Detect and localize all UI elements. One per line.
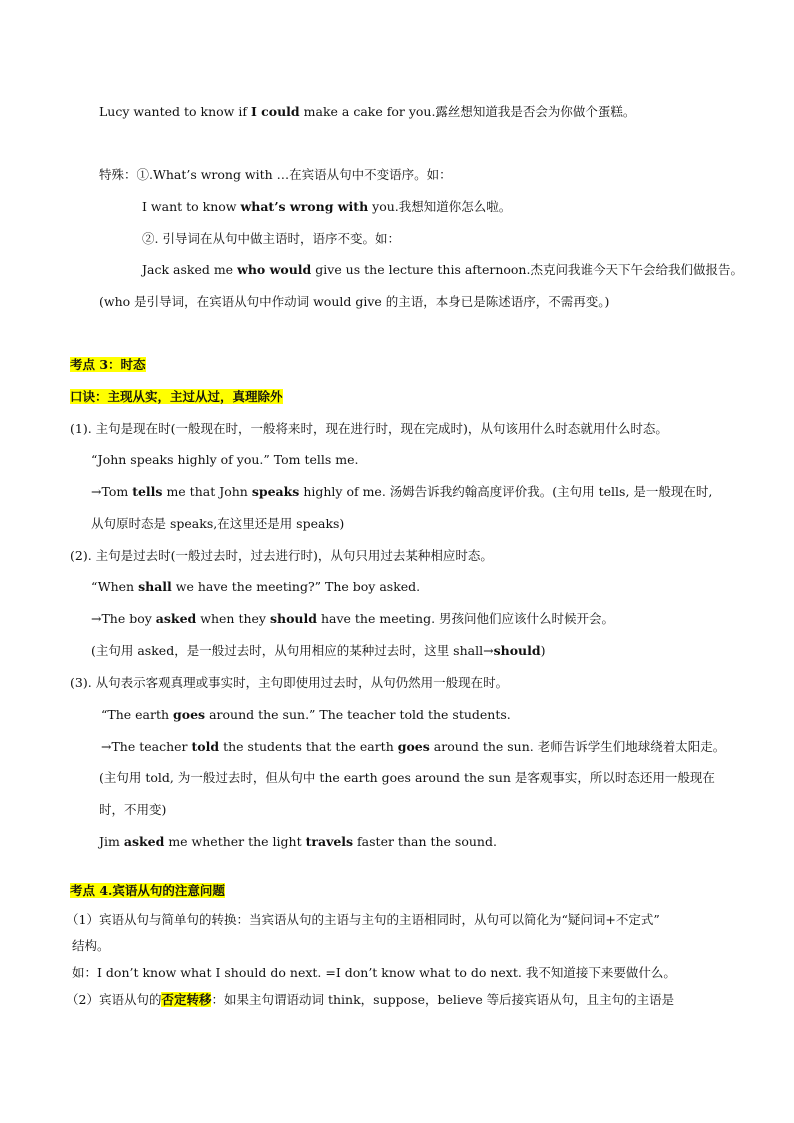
rule-3-example: “The earth goes around the sun.” The teacher told the students. [101, 707, 511, 722]
rule-3-note-cont: 时，不用变) [99, 802, 167, 817]
rule-3: (3). 从句表示客观真理或事实时，主句即使用过去时，从句仍然用一般现在时。 [70, 675, 509, 690]
rule-2-note: (主句用 asked，是一般过去时，从句用相应的某种过去时，这里 shall→should) [91, 643, 546, 658]
rule-2: (2). 主句是过去时(一般过去时，过去进行时)，从句只用过去某种相应时态。 [70, 548, 493, 563]
rule-2-transform: →The boy asked when they should have the meeting. 男孩问他们应该什么时候开会。 [91, 611, 615, 626]
rule-3-example-jim: Jim asked me whether the light travels faster than the sound. [99, 834, 497, 849]
example-lucy: Lucy wanted to know if I could make a cake for you.露丝想知道我是否会为你做个蛋糕。 [99, 104, 636, 119]
example-jack: Jack asked me who would give us the lecture this afternoon.杰克问我谁今天下午会给我们做报告。 [142, 262, 743, 277]
rule-2-example: “When shall we have the meeting?” The boy asked. [91, 579, 421, 594]
point-1: （1）宾语从句与简单句的转换：当宾语从句的主语与主句的主语相同时，从句可以简化为“疑问词+不定式” [66, 912, 660, 927]
rule-3-note: (主句用 told, 为一般过去时，但从句中 the earth goes around the sun 是客观事实，所以时态还用一般现在 [99, 770, 715, 785]
rule-1: (1). 主句是现在时(一般现在时，一般将来时，现在进行时，现在完成时)，从句该用什么时态就用什么时态。 [70, 421, 668, 436]
point-2: （2）宾语从句的否定转移：如果主句谓语动词 think，suppose，believe 等后接宾语从句，且主句的主语是 [66, 992, 675, 1007]
rule-1-note: 从句原时态是 speaks,在这里还是用 speaks) [91, 516, 345, 531]
example-whats-wrong: I want to know what’s wrong with you.我想知道你怎么啦。 [142, 199, 512, 214]
mnemonic: 口诀：主现从实，主过从过，真理除外 [70, 389, 283, 404]
special-case-1: 特殊：①.What’s wrong with …在宾语从句中不变语序。如： [99, 167, 452, 182]
section-heading-3: 考点 3：时态 [70, 357, 146, 372]
rule-3-transform: →The teacher told the students that the earth goes around the sun. 老师告诉学生们地球绕着太阳走。 [101, 739, 726, 754]
note-who: (who 是引导词，在宾语从句中作动词 would give 的主语，本身已是陈述语序，不需再变。) [99, 294, 610, 309]
point-1-cont: 结构。 [72, 938, 110, 953]
section-heading-4: 考点 4.宾语从句的注意问题 [70, 883, 225, 898]
rule-1-example: “John speaks highly of you.” Tom tells me. [91, 452, 359, 467]
rule-1-transform: →Tom tells me that John speaks highly of me. 汤姆告诉我约翰高度评价我。(主句用 tells, 是一般现在时, [91, 484, 713, 499]
special-case-2: ②. 引导词在从句中做主语时，语序不变。如： [142, 231, 400, 246]
point-1-example: 如：I don’t know what I should do next. =I don’t know what to do next. 我不知道接下来要做什么。 [72, 965, 676, 980]
